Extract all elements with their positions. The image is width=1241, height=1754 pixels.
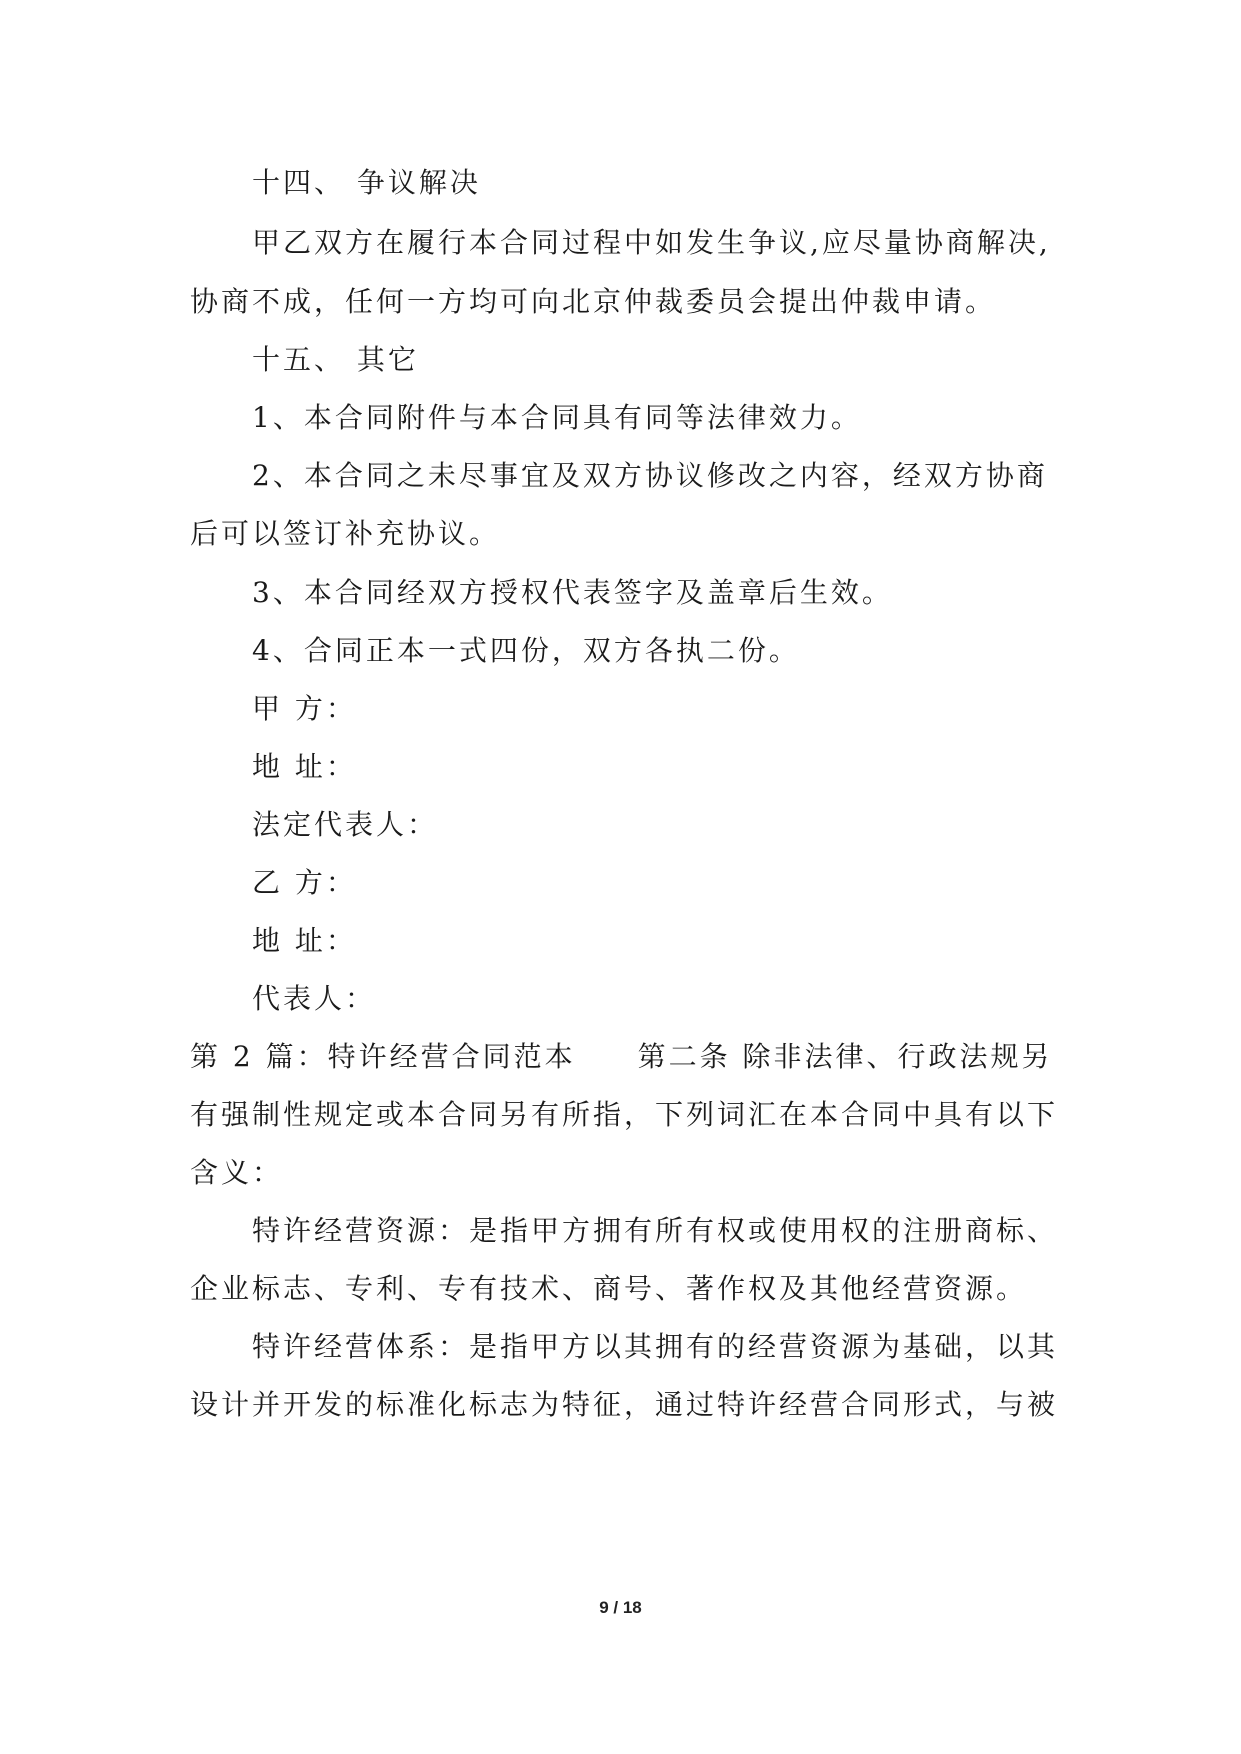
section-heading-15: 十五、 其它 bbox=[252, 343, 419, 376]
clause-3: 3、本合同经双方授权代表签字及盖章后生效。 bbox=[252, 576, 893, 609]
clause-4: 4、合同正本一式四份，双方各执二份。 bbox=[252, 634, 800, 667]
article-heading: 第 2 篇：特许经营合同范本 第二条 除非法律、行政法规另 bbox=[190, 1040, 1053, 1073]
paragraph-line: 协商不成，任何一方均可向北京仲裁委员会提出仲裁申请。 bbox=[190, 285, 997, 318]
paragraph-line: 后可以签订补充协议。 bbox=[190, 517, 501, 550]
paragraph-line: 企业标志、专利、专有技术、商号、著作权及其他经营资源。 bbox=[190, 1272, 1028, 1305]
legal-representative-label: 法定代表人： bbox=[252, 808, 439, 841]
party-b-address-label: 地 址： bbox=[252, 924, 357, 957]
party-b-label: 乙 方： bbox=[252, 866, 357, 899]
party-a-address-label: 地 址： bbox=[252, 750, 357, 783]
representative-label: 代表人： bbox=[252, 982, 377, 1015]
clause-2: 2、本合同之未尽事宜及双方协议修改之内容，经双方协商 bbox=[252, 459, 1048, 492]
definition-franchise-system: 特许经营体系：是指甲方以其拥有的经营资源为基础，以其 bbox=[252, 1330, 1059, 1363]
section-heading-14: 十四、 争议解决 bbox=[252, 166, 481, 199]
page-number: 9 / 18 bbox=[599, 1598, 642, 1617]
paragraph-line: 含义： bbox=[190, 1156, 284, 1189]
paragraph-line: 设计并开发的标准化标志为特征，通过特许经营合同形式，与被 bbox=[190, 1388, 1059, 1421]
party-a-label: 甲 方： bbox=[252, 692, 357, 725]
definition-franchise-resources: 特许经营资源：是指甲方拥有所有权或使用权的注册商标、 bbox=[252, 1214, 1059, 1247]
paragraph-line: 有强制性规定或本合同另有所指，下列词汇在本合同中具有以下 bbox=[190, 1098, 1059, 1131]
paragraph-line: 甲乙双方在履行本合同过程中如发生争议,应尽量协商解决, bbox=[252, 226, 1051, 259]
clause-1: 1、本合同附件与本合同具有同等法律效力。 bbox=[252, 401, 862, 434]
